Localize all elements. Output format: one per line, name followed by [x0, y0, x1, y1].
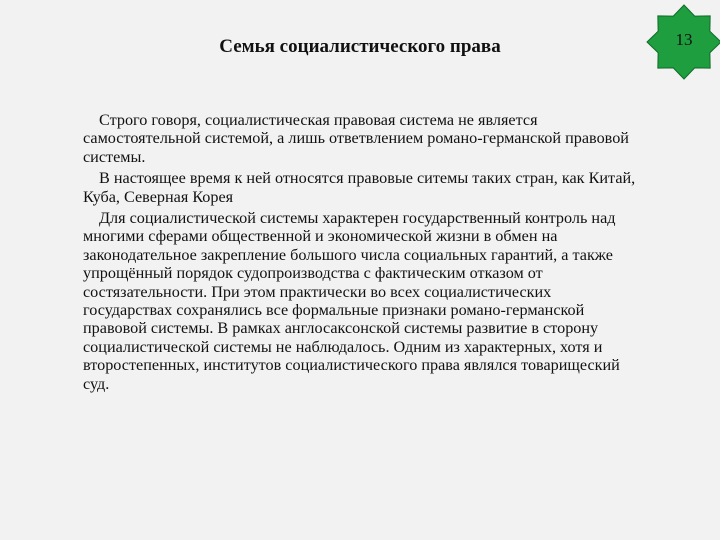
page-number-badge	[646, 4, 720, 80]
slide-body	[83, 111, 643, 396]
page-number: 13	[675, 30, 693, 49]
slide-title: Семья социалистического права	[219, 36, 501, 57]
paragraph-3: Для социалистической системы характерен государственный контроль над многими сферами общественной и экономической жизни в обмен на законодательное закрепление большого числа социальных гарантий, а также упрощённый порядок судопроизводства с фактическим отказом от состязательности. При этом практически во всех социалистических государствах сохранялись все формальные признаки романо-германской правовой системы. В рамках англосаксонской системы развитие в сторону социалистической системы не наблюдалось. Одним из характерных, хотя и второстепенных, институтов социалистического права являлся товарищеский суд.	[83, 209, 620, 393]
paragraph-1: Строго говоря, социалистическая правовая система не является самостоятельной системой, а лишь ответвлением романо-германской правовой системы.	[83, 111, 629, 166]
paragraph-2: В настоящее время к ней относятся правовые ситемы таких стран, как Китай, Куба, Северная Корея	[83, 169, 636, 206]
